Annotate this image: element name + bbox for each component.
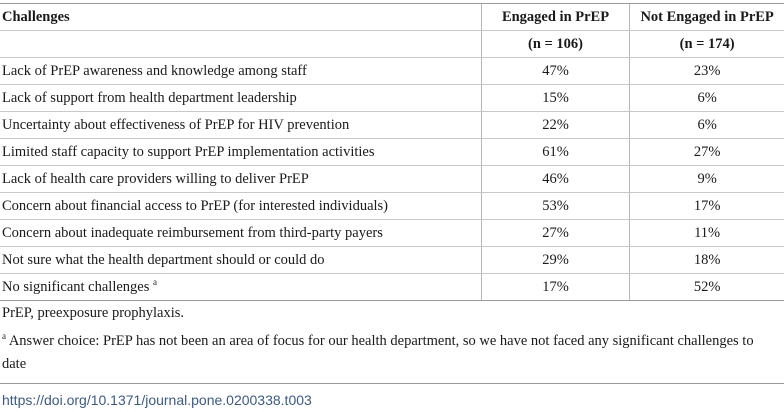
table-row [0, 112, 784, 139]
doi-link[interactable]: https://doi.org/10.1371/journal.pone.0200338.t003 [2, 392, 312, 408]
footnote-a [2, 330, 780, 376]
row-label: Uncertainty about effectiveness of PrEP for HIV prevention [0, 112, 481, 139]
table-row [0, 220, 784, 247]
row-not-engaged: 9% [630, 166, 784, 193]
header-engaged-n: (n = 106) [481, 31, 629, 58]
table-row [0, 139, 784, 166]
footnote-abbreviation: PrEP, preexposure prophylaxis. [2, 305, 185, 321]
row-not-engaged: 6% [630, 112, 784, 139]
row-label-with-footnote [0, 274, 481, 301]
row-label: Lack of PrEP awareness and knowledge among staff [0, 58, 481, 85]
row-engaged: 61% [481, 139, 629, 166]
row-not-engaged: 18% [630, 247, 784, 274]
header-not-engaged: Not Engaged in PrEP [630, 4, 784, 31]
header-engaged: Engaged in PrEP [481, 4, 629, 31]
row-label: Concern about financial access to PrEP (for interested individuals) [0, 193, 481, 220]
table-row [0, 247, 784, 274]
row-engaged: 22% [481, 112, 629, 139]
row-not-engaged: 23% [630, 58, 784, 85]
row-not-engaged: 17% [630, 193, 784, 220]
footnote-a-marker: a [2, 331, 6, 341]
row-engaged: 46% [481, 166, 629, 193]
divider [0, 383, 784, 384]
row-engaged: 17% [481, 274, 629, 301]
row-engaged: 15% [481, 85, 629, 112]
row-label: Limited staff capacity to support PrEP implementation activities [0, 139, 481, 166]
row-label: Lack of health care providers willing to deliver PrEP [0, 166, 481, 193]
header-not-engaged-n: (n = 174) [630, 31, 784, 58]
row-label: Not sure what the health department should or could do [0, 247, 481, 274]
table-row [0, 193, 784, 220]
row-not-engaged: 11% [630, 220, 784, 247]
table-row [0, 85, 784, 112]
row-not-engaged: 6% [630, 85, 784, 112]
row-label: Lack of support from health department leadership [0, 85, 481, 112]
row-engaged: 47% [481, 58, 629, 85]
row-not-engaged: 27% [630, 139, 784, 166]
row-label: Concern about inadequate reimbursement from third-party payers [0, 220, 481, 247]
challenges-table [0, 3, 784, 301]
table-row [0, 166, 784, 193]
row-not-engaged: 52% [630, 274, 784, 301]
row-engaged: 29% [481, 247, 629, 274]
row-engaged: 27% [481, 220, 629, 247]
row-engaged: 53% [481, 193, 629, 220]
header-blank [0, 31, 481, 58]
row-label: No significant challenges [2, 279, 150, 295]
footnote-marker: a [153, 277, 157, 287]
footnote-a-text: Answer choice: PrEP has not been an area of focus for our health department, so we have not faced any significant challenges to date [2, 333, 754, 372]
table-row [0, 58, 784, 85]
table-row [0, 274, 784, 301]
header-challenges: Challenges [0, 4, 481, 31]
